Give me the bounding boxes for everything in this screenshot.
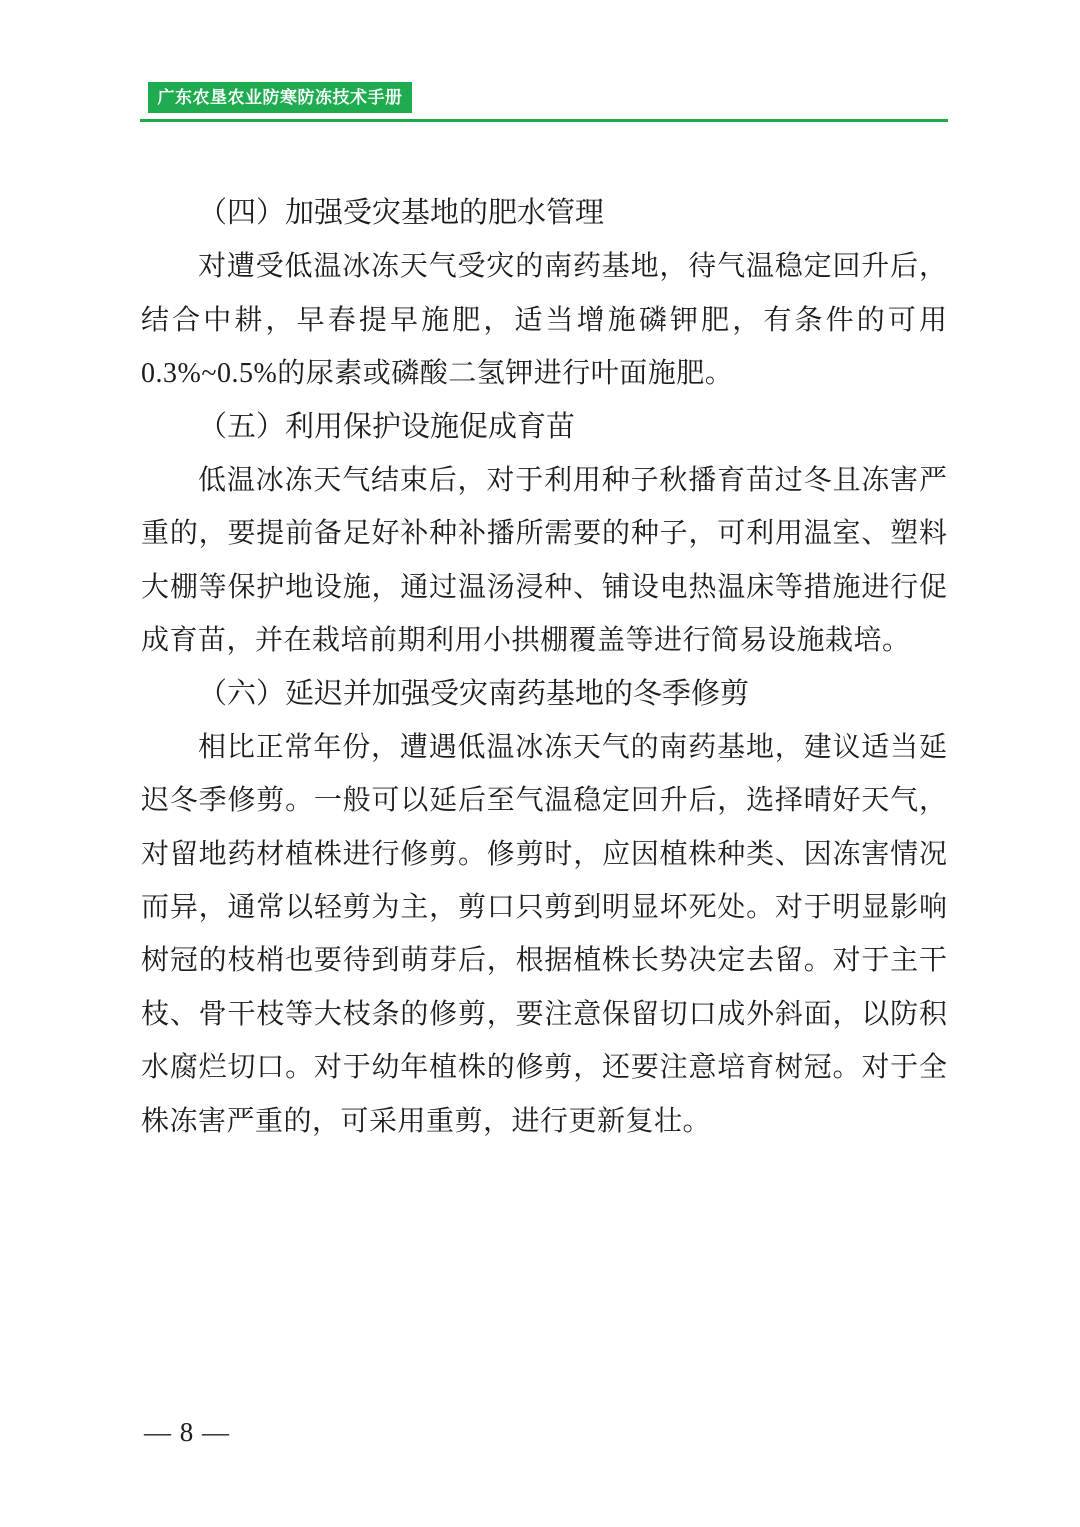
paragraph-line: 树冠的枝梢也要待到萌芽后，根据植株长势决定去留。对于主干 [141, 945, 947, 977]
paragraph-line: 低温冰冻天气结束后，对于利用种子秋播育苗过冬且冻害严 [198, 464, 947, 496]
section-heading-4: （四）加强受灾基地的肥水管理 [198, 197, 605, 229]
paragraph-line: 株冻害严重的，可采用重剪，进行更新复壮。 [141, 1105, 712, 1137]
paragraph-line: 大棚等保护地设施，通过温汤浸种、铺设电热温床等措施进行促 [141, 571, 947, 603]
section-heading-5: （五）利用保护设施促成育苗 [198, 410, 576, 443]
paragraph-line: 重的，要提前备足好补种补播所需要的种子，可利用温室、塑料 [141, 518, 947, 550]
header-rule [140, 119, 948, 122]
paragraph-line: 对遭受低温冰冻天气受灾的南药基地，待气温稳定回升后， [198, 251, 947, 283]
page-body [141, 187, 947, 1148]
page-number: — 8 — [144, 1417, 230, 1447]
paragraph-line: 对留地药材植株进行修剪。修剪时，应因植株种类、因冻害情况 [141, 838, 947, 870]
paragraph-line: 0.3%~0.5%的尿素或磷酸二氢钾进行叶面施肥。 [141, 358, 734, 390]
paragraph-line: 而异，通常以轻剪为主，剪口只剪到明显坏死处。对于明显影响 [141, 892, 947, 924]
paragraph-line: 水腐烂切口。对于幼年植株的修剪，还要注意培育树冠。对于全 [141, 1052, 947, 1084]
paragraph-line: 成育苗，并在栽培前期利用小拱棚覆盖等进行简易设施栽培。 [141, 625, 911, 657]
paragraph-line: 结合中耕，早春提早施肥，适当增施磷钾肥，有条件的可用 [141, 304, 947, 336]
manual-title: 广东农垦农业防寒防冻技术手册 [157, 88, 403, 107]
header-banner [148, 82, 412, 113]
paragraph-line: 相比正常年份，遭遇低温冰冻天气的南药基地，建议适当延 [198, 731, 947, 763]
paragraph-line: 迟冬季修剪。一般可以延后至气温稳定回升后，选择晴好天气， [141, 785, 947, 817]
paragraph-line: 枝、骨干枝等大枝条的修剪，要注意保留切口成外斜面，以防积 [141, 998, 947, 1030]
section-heading-6: （六）延迟并加强受灾南药基地的冬季修剪 [198, 677, 750, 710]
